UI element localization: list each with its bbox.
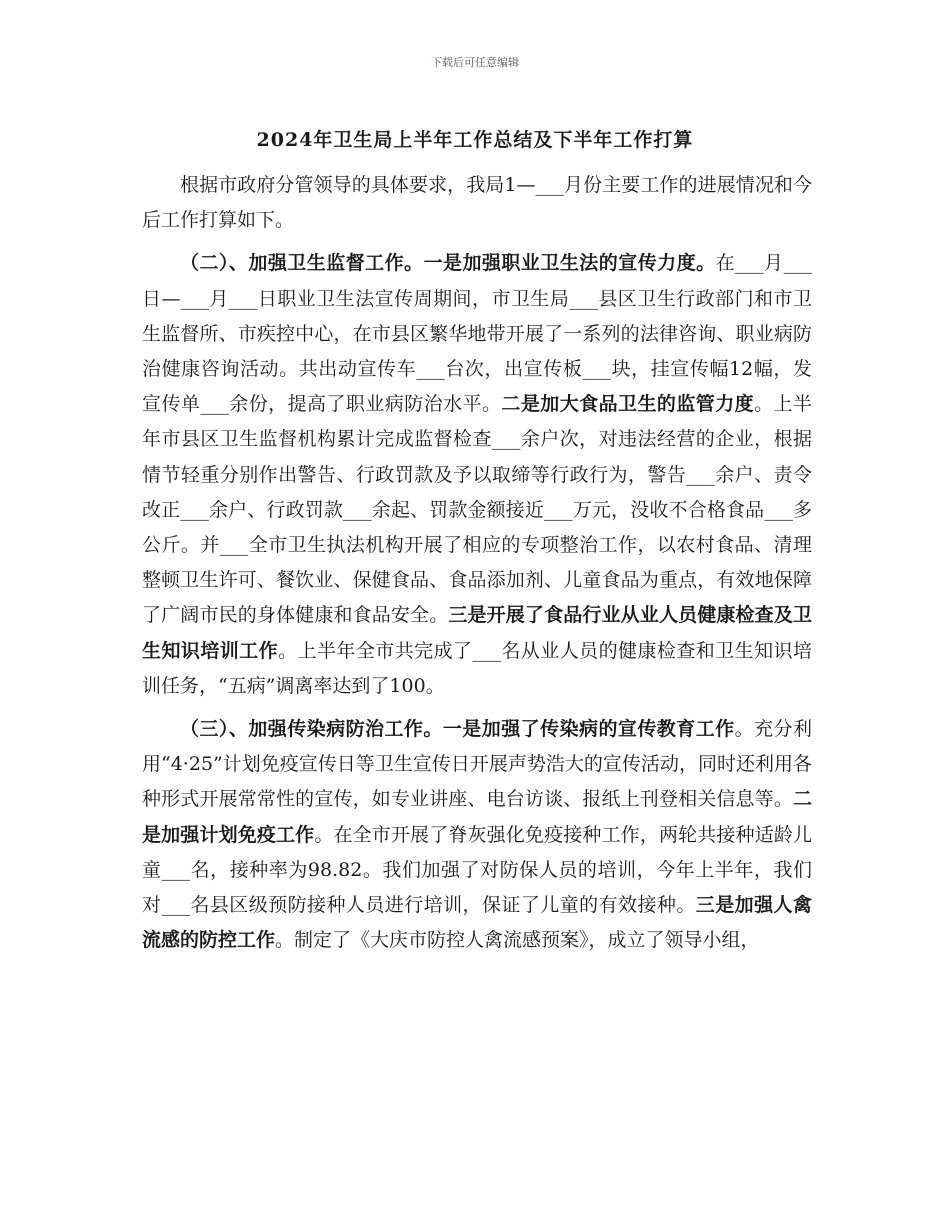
intro-text: 根据市政府分管领导的具体要求，我局1—___月份主要工作的进展情况和今后工作打算如下。 <box>142 174 812 232</box>
section-2-part-1: 在___月___日—___月___日职业卫生法宣传周期间，市卫生局___县区卫生行政部门和市卫生监督所、市疾控中心，在市县区繁华地带开展了一系列的法律咨询、职业病防治健康咨询活动。共出动宣传车___台次，出宣传板___块，挂宣传幅12幅，发宣传单___余份，提高了职业病防治水平。 <box>142 252 812 416</box>
document-body <box>142 168 812 958</box>
section-2-paragraph <box>142 246 812 704</box>
section-2-part-2: 。上半年市县区卫生监督机构累计完成监督检查___余户次，对违法经营的企业，根据情节轻重分别作出警告、行政罚款及予以取缔等行政行为，警告___余户、责令改正___余户、行政罚款___余起、罚款金额接近___万元，没收不合格食品___多公斤。并___全市卫生执法机构开展了相应的专项整治工作，以农村食品、清理整顿卫生许可、餐饮业、保健食品、食品添加剂、儿童食品为重点，有效地保障了广阔市民的身体健康和食品安全。 <box>142 393 812 627</box>
document-title: 2024年卫生局上半年工作总结及下半年工作打算 <box>256 129 694 151</box>
section-2-part-3: 。上半年全市共完成了___名从业人员的健康检查和卫生知识培训任务，“五病”调离率达到了100。 <box>142 639 812 697</box>
section-3-part-2: 。在全市开展了脊灰强化免疫接种工作，两轮共接种适龄儿童___名，接种率为98.82。我们加强了对防保人员的培训，今年上半年，我们对___名县区级预防接种人员进行培训，保证了儿童的有效接种。 <box>142 823 812 917</box>
section-3-part-1: 。充分利用“4·25”计划免疫宣传日等卫生宣传日开展声势浩大的宣传活动，同时还利用各种形式开展常常性的宣传，如专业讲座、电台访谈、报纸上刊登相关信息等。 <box>142 718 812 811</box>
section-3-heading: （三）、加强传染病防治工作。一是加强了传染病的宣传教育工作 <box>180 718 735 741</box>
section-3-paragraph <box>142 712 812 958</box>
section-3-part-3: 。制定了《大庆市防控人禽流感预案》，成立了领导小组， <box>275 929 760 952</box>
header-note: 下载后可任意编辑 <box>431 56 519 69</box>
section-3-bold-2: 二是加强计划免疫工作 <box>142 788 812 846</box>
section-3-bold-3: 三是加强人禽流感的防控工作 <box>142 894 812 952</box>
intro-paragraph <box>142 168 812 238</box>
section-2-bold-3: 三是开展了食品行业从业人员健康检查及卫生知识培训工作 <box>142 604 812 662</box>
section-2-heading: （二）、加强卫生监督工作。一是加强职业卫生法的宣传力度。 <box>180 252 716 275</box>
section-2-bold-2: 二是加大食品卫生的监管力度 <box>501 393 755 416</box>
